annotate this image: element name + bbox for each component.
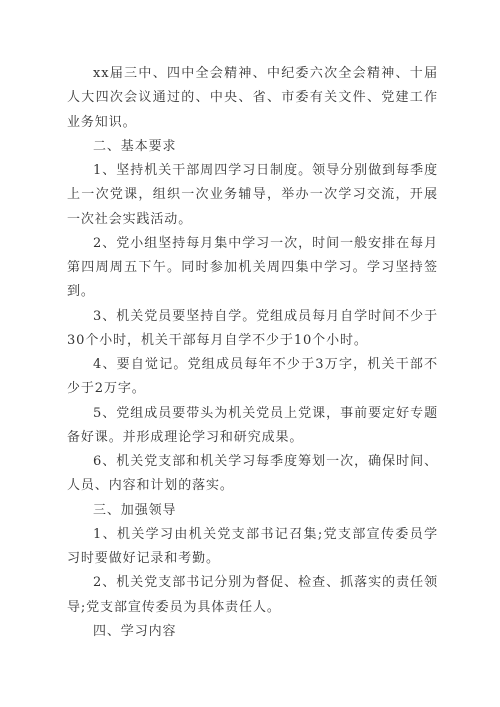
paragraph-requirement-3: 3、机关党员要坚持自学。党组成员每月自学时间不少于30个小时，机关干部每月自学不少于10个小时。 xyxy=(67,308,438,348)
paragraph-requirement-1: 1、坚持机关干部周四学习日制度。领导分别做到每季度上一次党课，组织一次业务辅导，举办一次学习交流，开展一次社会实践活动。 xyxy=(67,163,438,227)
section-heading-basic-requirements: 二、基本要求 xyxy=(93,138,177,154)
paragraph-requirement-6: 6、机关党支部和机关学习每季度筹划一次，确保时间、人员、内容和计划的落实。 xyxy=(67,454,438,494)
paragraph-requirement-2: 2、党小组坚持每月集中学习一次，时间一般安排在每月第四周周五下午。同时参加机关周四集中学习。学习坚持签到。 xyxy=(67,235,438,300)
paragraph-leadership-2: 2、机关党支部书记分别为督促、检查、抓落实的责任领导;党支部宣传委员为具体责任人。 xyxy=(67,575,438,615)
section-heading-study-content: 四、学习内容 xyxy=(93,623,177,639)
paragraph-requirement-4: 4、要自觉记。党组成员每年不少于3万字，机关干部不少于2万字。 xyxy=(67,357,438,397)
document-body xyxy=(67,62,438,644)
section-heading-strengthen-leadership: 三、加强领导 xyxy=(93,502,177,518)
paragraph-requirement-5: 5、党组成员要带头为机关党员上党课，事前要定好专题备好课。并形成理论学习和研究成果。 xyxy=(67,405,438,445)
paragraph-study-materials: xx届三中、四中全会精神、中纪委六次全会精神、十届人大四次会议通过的、中央、省、市委有关文件、党建工作业务知识。 xyxy=(67,66,438,130)
paragraph-leadership-1: 1、机关学习由机关党支部书记召集;党支部宣传委员学习时要做好记录和考勤。 xyxy=(67,526,438,566)
